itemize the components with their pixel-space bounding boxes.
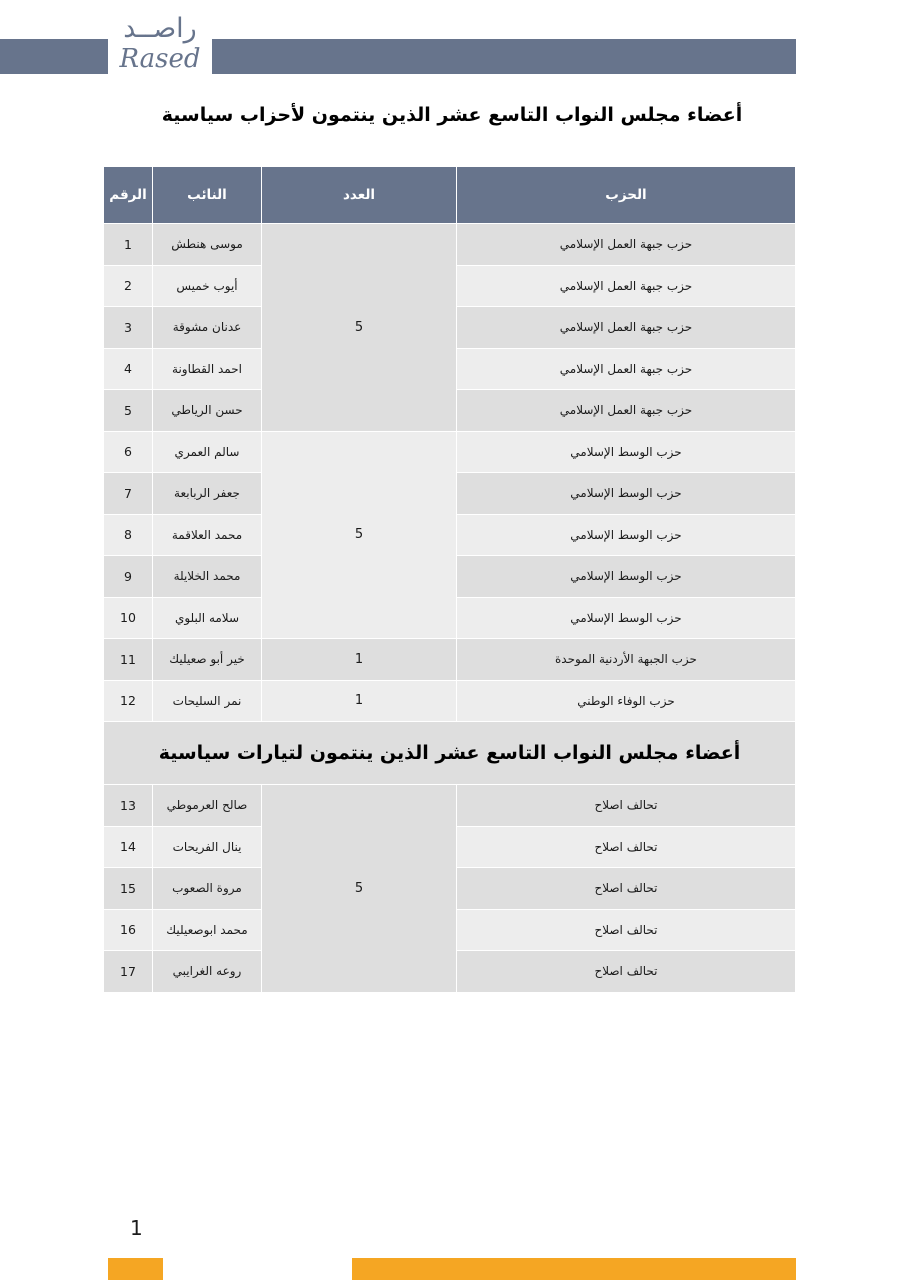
cell-number: 14	[104, 826, 153, 868]
cell-number: 12	[104, 680, 153, 722]
cell-party: تحالف اصلاح	[457, 909, 796, 951]
cell-party: حزب الجبهة الأردنية الموحدة	[457, 639, 796, 681]
header-band-right	[212, 39, 796, 74]
cell-party: حزب الوفاء الوطني	[457, 680, 796, 722]
cell-number: 7	[104, 473, 153, 515]
footer-bar-left	[108, 1258, 163, 1280]
section-header-label: أعضاء مجلس النواب التاسع عشر الذين ينتمون لتيارات سياسية	[104, 722, 796, 785]
cell-count: 5	[262, 785, 457, 993]
cell-party: حزب الوسط الإسلامي	[457, 473, 796, 515]
cell-deputy: جعفر الربابعة	[153, 473, 262, 515]
cell-count: 1	[262, 639, 457, 681]
table-row	[104, 224, 796, 266]
table-row	[104, 680, 796, 722]
cell-number: 13	[104, 785, 153, 827]
cell-party: تحالف اصلاح	[457, 951, 796, 993]
table-row	[104, 639, 796, 681]
cell-party: حزب الوسط الإسلامي	[457, 556, 796, 598]
cell-count: 1	[262, 680, 457, 722]
cell-number: 17	[104, 951, 153, 993]
cell-party: حزب جبهة العمل الإسلامي	[457, 348, 796, 390]
cell-deputy: موسى هنطش	[153, 224, 262, 266]
cell-deputy: سلامه البلوي	[153, 597, 262, 639]
cell-deputy: محمد العلاقمة	[153, 514, 262, 556]
cell-deputy: نمر السليحات	[153, 680, 262, 722]
cell-number: 16	[104, 909, 153, 951]
cell-count: 5	[262, 431, 457, 639]
members-table-wrap	[108, 166, 796, 993]
column-header-party: الحزب	[457, 167, 796, 224]
members-table	[103, 166, 796, 993]
logo-latin-text: Rased	[119, 44, 201, 74]
table-row	[104, 785, 796, 827]
cell-party: حزب جبهة العمل الإسلامي	[457, 307, 796, 349]
cell-number: 10	[104, 597, 153, 639]
cell-party: حزب الوسط الإسلامي	[457, 597, 796, 639]
cell-party: حزب الوسط الإسلامي	[457, 431, 796, 473]
cell-number: 15	[104, 868, 153, 910]
cell-deputy: احمد القطاونة	[153, 348, 262, 390]
cell-deputy: محمد ابوصعيليك	[153, 909, 262, 951]
cell-party: حزب جبهة العمل الإسلامي	[457, 390, 796, 432]
cell-deputy: مروة الصعوب	[153, 868, 262, 910]
cell-party: حزب جبهة العمل الإسلامي	[457, 265, 796, 307]
logo-arabic-text: راصــد	[123, 13, 197, 44]
cell-number: 2	[104, 265, 153, 307]
cell-number: 5	[104, 390, 153, 432]
cell-number: 8	[104, 514, 153, 556]
cell-number: 1	[104, 224, 153, 266]
cell-deputy: سالم العمري	[153, 431, 262, 473]
section-header-row	[104, 722, 796, 785]
cell-deputy: روعه الغرايبي	[153, 951, 262, 993]
cell-deputy: خير أبو صعيليك	[153, 639, 262, 681]
footer-bar-right	[352, 1258, 796, 1280]
cell-number: 11	[104, 639, 153, 681]
header-band-left	[0, 39, 108, 74]
table-row	[104, 431, 796, 473]
cell-deputy: حسن الرياطي	[153, 390, 262, 432]
page-title: أعضاء مجلس النواب التاسع عشر الذين ينتمون لأحزاب سياسية	[161, 104, 743, 126]
cell-number: 3	[104, 307, 153, 349]
table-header-row	[104, 167, 796, 224]
page-number: 1	[130, 1216, 143, 1240]
cell-deputy: أيوب خميس	[153, 265, 262, 307]
cell-deputy: ينال الفريحات	[153, 826, 262, 868]
cell-number: 9	[104, 556, 153, 598]
table-head	[104, 167, 796, 224]
cell-deputy: محمد الخلايلة	[153, 556, 262, 598]
cell-party: تحالف اصلاح	[457, 868, 796, 910]
cell-deputy: عدنان مشوقة	[153, 307, 262, 349]
page-header	[0, 0, 904, 100]
column-header-number: الرقم	[104, 167, 153, 224]
cell-number: 6	[104, 431, 153, 473]
cell-party: حزب الوسط الإسلامي	[457, 514, 796, 556]
cell-party: تحالف اصلاح	[457, 826, 796, 868]
cell-party: حزب جبهة العمل الإسلامي	[457, 224, 796, 266]
rased-logo	[108, 8, 212, 88]
column-header-count: العدد	[262, 167, 457, 224]
cell-count: 5	[262, 224, 457, 432]
cell-party: تحالف اصلاح	[457, 785, 796, 827]
cell-deputy: صالح العرموطي	[153, 785, 262, 827]
cell-number: 4	[104, 348, 153, 390]
table-body	[104, 224, 796, 993]
column-header-deputy: النائب	[153, 167, 262, 224]
